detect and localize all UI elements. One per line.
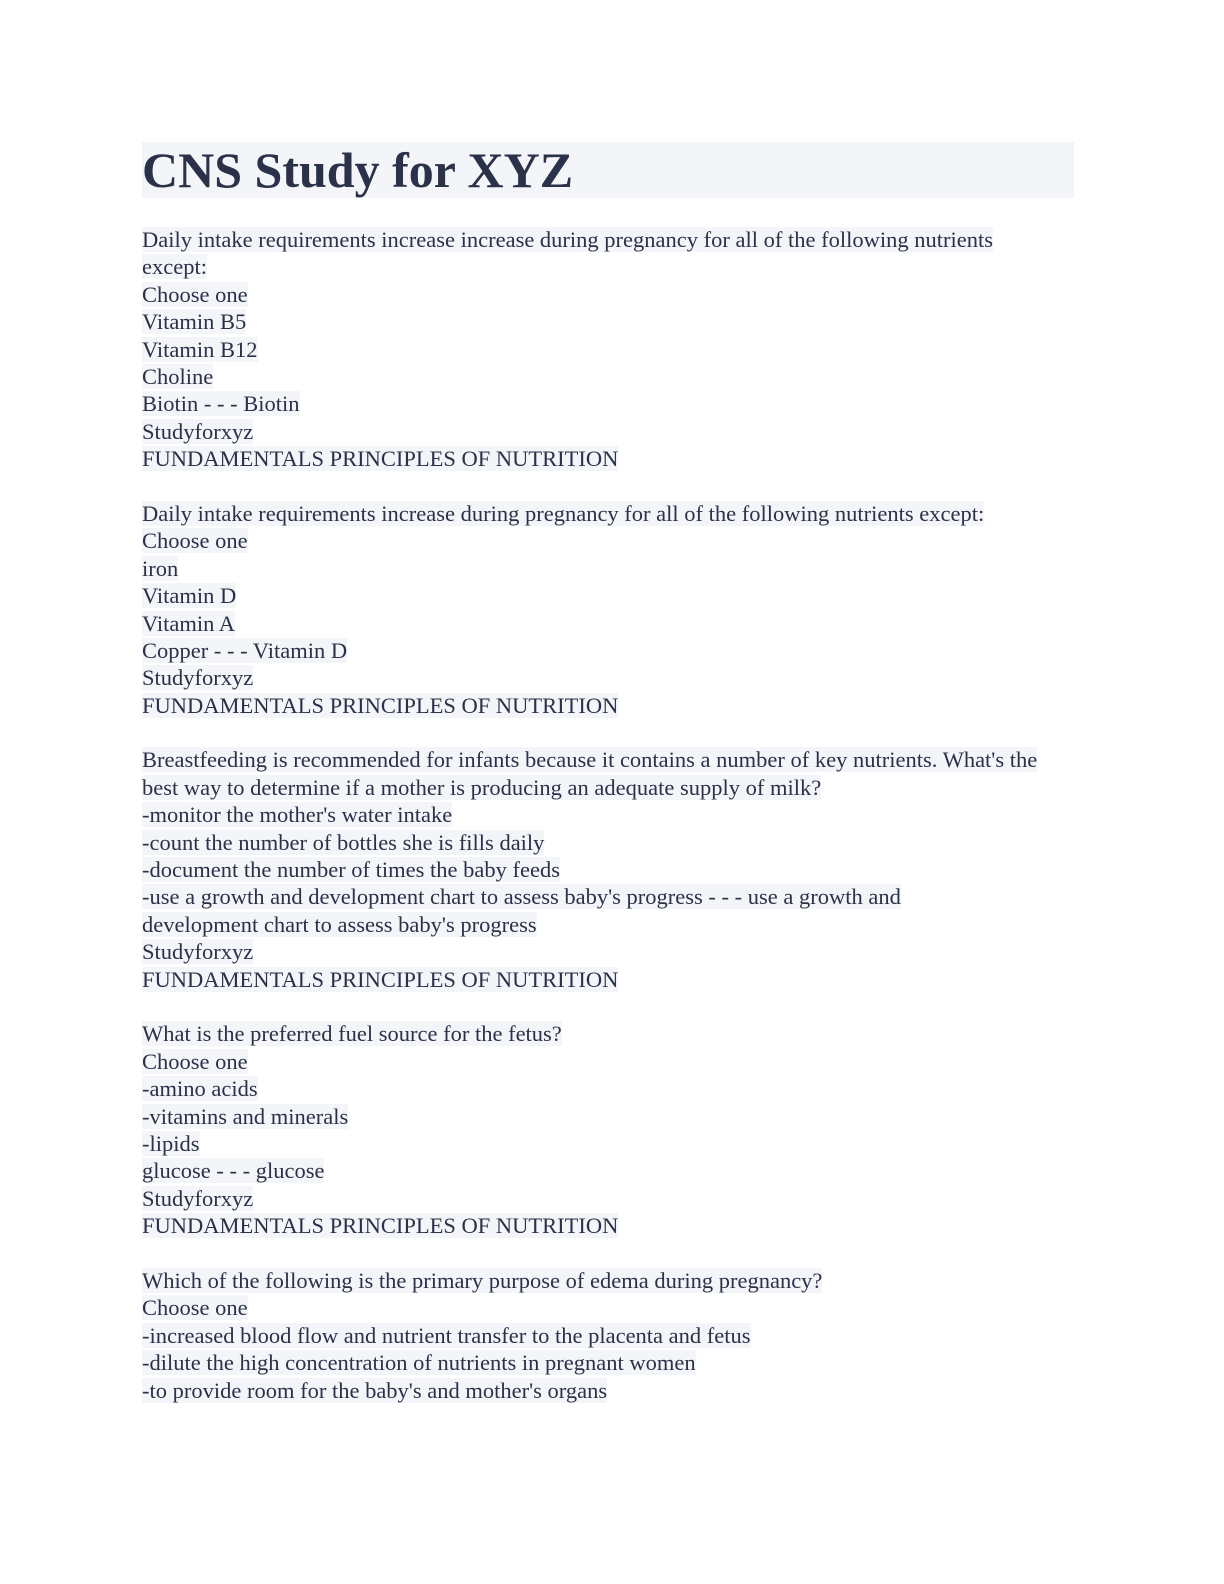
question-block-3 xyxy=(142,746,1074,993)
answer-option-with-key: Biotin - - - Biotin xyxy=(142,391,300,417)
question-block-1 xyxy=(142,226,1074,473)
answer-option: -to provide room for the baby's and mother's organs xyxy=(142,1377,608,1403)
category-label: FUNDAMENTALS PRINCIPLES OF NUTRITION xyxy=(142,1213,619,1239)
answer-option: Vitamin B12 xyxy=(142,336,258,362)
question-text: Daily intake requirements increase increase during pregnancy for all of the following nutrients except: xyxy=(142,227,993,280)
answer-option: -amino acids xyxy=(142,1076,258,1102)
answer-option: iron xyxy=(142,555,179,581)
instruction-text: Choose one xyxy=(142,1295,248,1321)
document-title: CNS Study for XYZ xyxy=(142,142,1074,198)
answer-option: -dilute the high concentration of nutrients in pregnant women xyxy=(142,1350,696,1376)
question-text: Breastfeeding is recommended for infants because it contains a number of key nutrients. What's the best way to determine if a mother is producing an adequate supply of milk? xyxy=(142,747,1038,800)
instruction-text: Choose one xyxy=(142,528,248,554)
source-label: Studyforxyz xyxy=(142,939,254,965)
answer-option: -vitamins and minerals xyxy=(142,1103,349,1129)
source-label: Studyforxyz xyxy=(142,665,254,691)
source-label: Studyforxyz xyxy=(142,1185,254,1211)
instruction-text: Choose one xyxy=(142,1048,248,1074)
answer-option-with-key: -use a growth and development chart to assess baby's progress - - - use a growth and development chart to assess baby's progress xyxy=(142,884,901,937)
question-text: Which of the following is the primary purpose of edema during pregnancy? xyxy=(142,1267,823,1293)
question-text: Daily intake requirements increase during pregnancy for all of the following nutrients except: xyxy=(142,500,985,526)
question-block-4 xyxy=(142,1020,1074,1239)
document-page xyxy=(142,142,1074,1431)
answer-option-with-key: glucose - - - glucose xyxy=(142,1158,325,1184)
question-text: What is the preferred fuel source for the fetus? xyxy=(142,1021,562,1047)
answer-option: -monitor the mother's water intake xyxy=(142,802,453,828)
category-label: FUNDAMENTALS PRINCIPLES OF NUTRITION xyxy=(142,966,619,992)
instruction-text: Choose one xyxy=(142,281,248,307)
answer-option: -count the number of bottles she is fills daily xyxy=(142,829,545,855)
source-label: Studyforxyz xyxy=(142,418,254,444)
answer-option: Choline xyxy=(142,363,214,389)
question-block-5 xyxy=(142,1267,1074,1404)
question-block-2 xyxy=(142,500,1074,719)
answer-option: Vitamin D xyxy=(142,583,237,609)
answer-option: -lipids xyxy=(142,1130,200,1156)
answer-option: -increased blood flow and nutrient transfer to the placenta and fetus xyxy=(142,1322,751,1348)
answer-option: Vitamin B5 xyxy=(142,309,247,335)
answer-option: -document the number of times the baby feeds xyxy=(142,857,560,883)
category-label: FUNDAMENTALS PRINCIPLES OF NUTRITION xyxy=(142,692,619,718)
category-label: FUNDAMENTALS PRINCIPLES OF NUTRITION xyxy=(142,446,619,472)
answer-option: Vitamin A xyxy=(142,610,236,636)
answer-option-with-key: Copper - - - Vitamin D xyxy=(142,637,348,663)
